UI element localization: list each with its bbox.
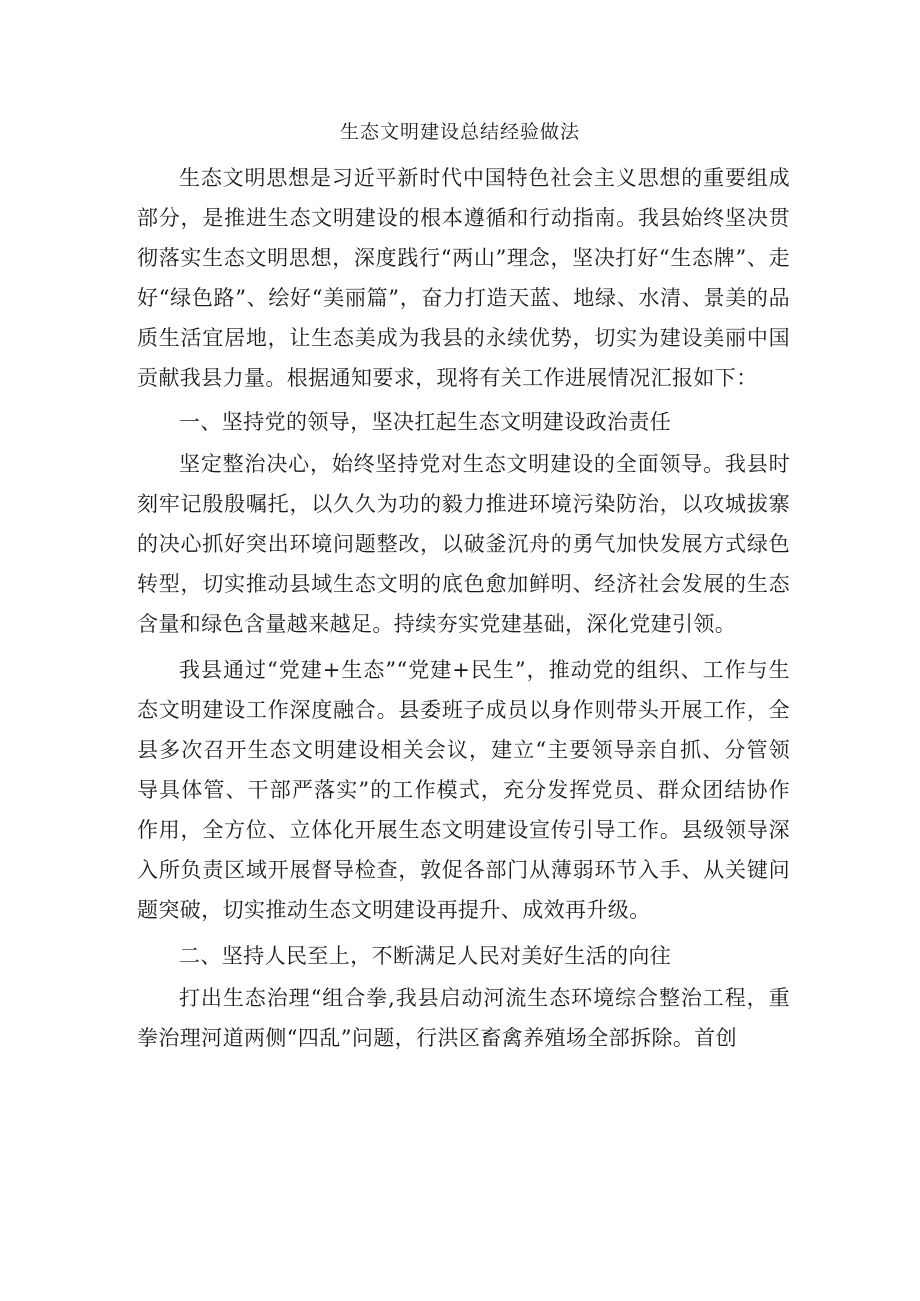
section-heading-two: 二、坚持人民至上，不断满足人民对美好生活的向往 — [179, 944, 672, 968]
document-title: 生态文明建设总结经验做法 — [339, 121, 580, 143]
section-two-paragraph-a: 打出生态治理“组合拳,我县启动河流生态环境综合整治工程，重拳治理河道两侧“四乱”问题，行洪区畜禽养殖场全部拆除。首创 — [137, 986, 790, 1050]
document-body — [137, 158, 790, 1058]
intro-paragraph: 生态文明思想是习近平新时代中国特色社会主义思想的重要组成部分，是推进生态文明建设的根本遵循和行动指南。我县始终坚决贯彻落实生态文明思想，深度践行“两山”理念，坚决打好“生态牌”、走好“绿色路”、绘好“美丽篇”，奋力打造天蓝、地绿、水清、景美的品质生活宜居地，让生态美成为我县的永续优势，切实为建设美丽中国贡献我县力量。根据通知要求，现将有关工作进展情况汇报如下： — [137, 166, 790, 390]
section-heading-one: 一、坚持党的领导，坚决扛起生态文明建设政治责任 — [179, 410, 672, 434]
section-one-paragraph-a: 坚定整治决心，始终坚持党对生态文明建设的全面领导。我县时刻牢记殷殷嘱托，以久久为功的毅力推进环境污染防治，以攻城拔寨的决心抓好突出环境问题整改，以破釜沉舟的勇气加快发展方式绿色转型，切实推动县域生态文明的底色愈加鲜明、经济社会发展的生态含量和绿色含量越来越足。持续夯实党建基础，深化党建引领。 — [137, 452, 790, 636]
section-one-paragraph-b: 我县通过“党建+生态”“党建+民生”，推动党的组织、工作与生态文明建设工作深度融合。县委班子成员以身作则带头开展工作，全县多次召开生态文明建设相关会议，建立“主要领导亲自抓、分管领导具体管、干部严落实”的工作模式，充分发挥党员、群众团结协作作用，全方位、立体化开展生态文明建设宣传引导工作。县级领导深入所负责区域开展督导检查，敦促各部门从薄弱环节入手、从关键问题突破，切实推动生态文明建设再提升、成效再升级。 — [137, 658, 790, 922]
